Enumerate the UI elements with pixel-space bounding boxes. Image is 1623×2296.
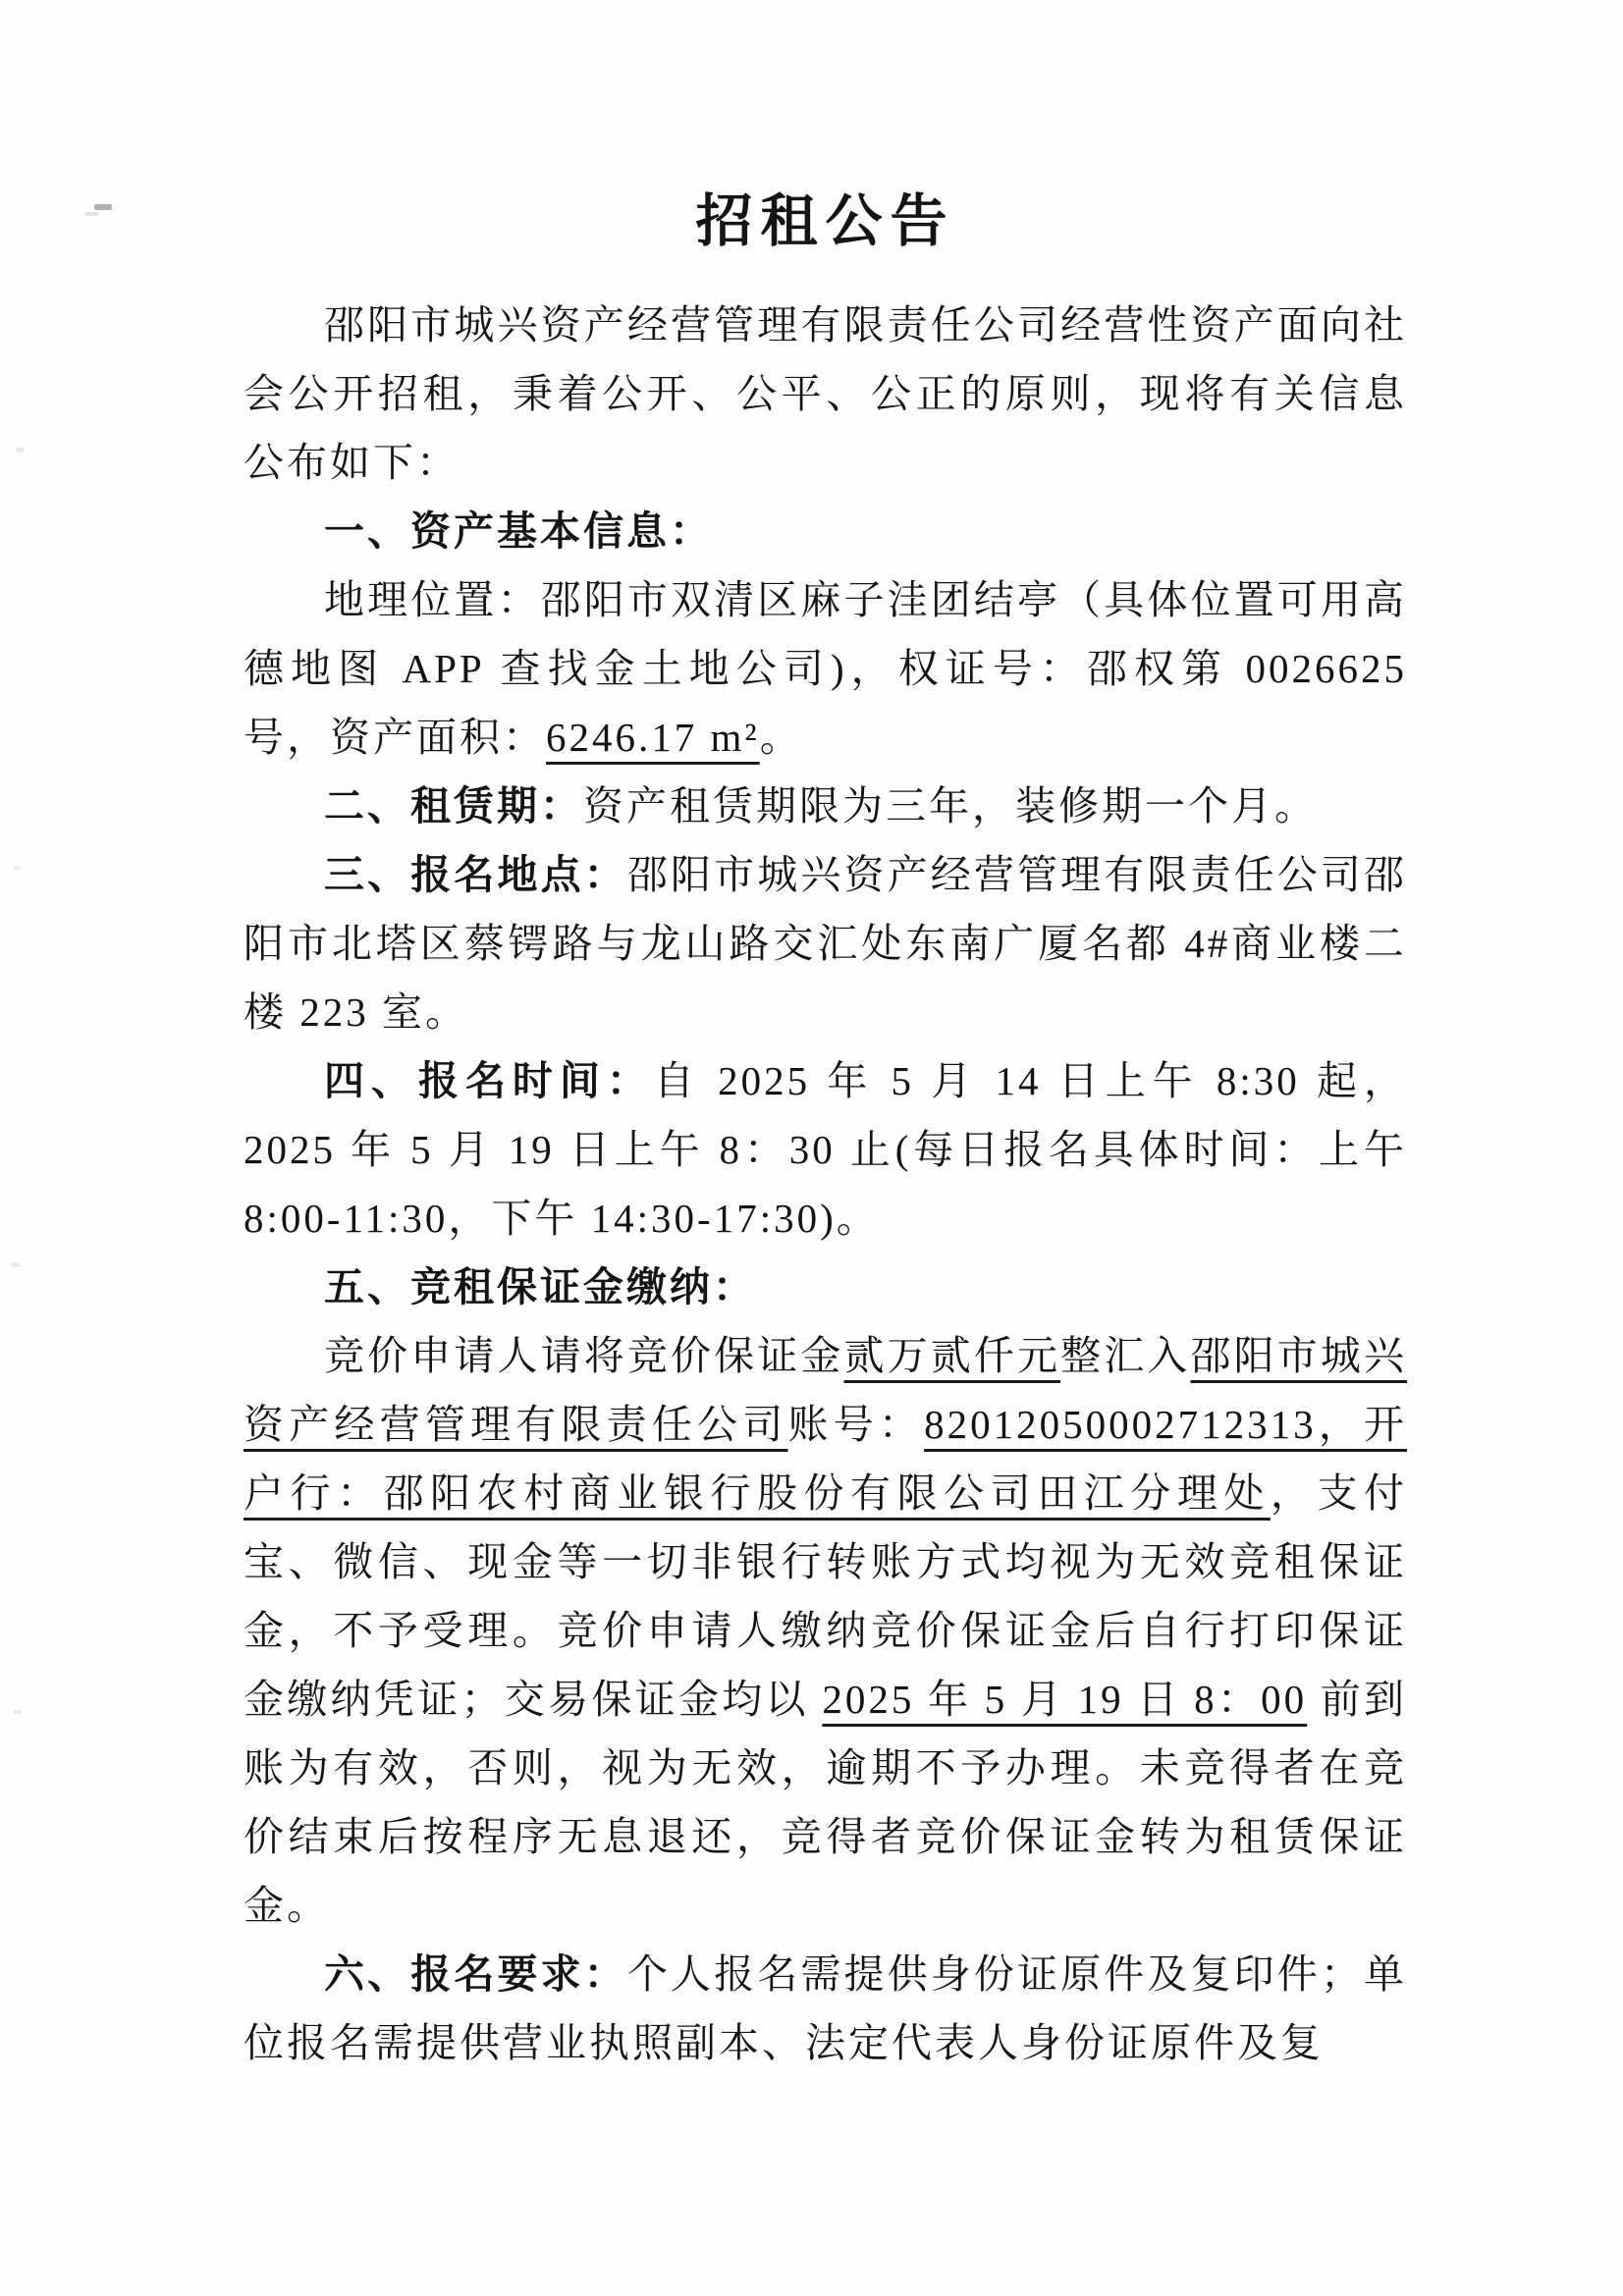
paragraph-registration-location [243,840,1407,1046]
deposit-deadline: 2025 年 5 月 19 日 8：00 [822,1677,1308,1722]
registration-location-text: 邵阳市城兴资产经营管理有限责任公司邵阳市北塔区蔡锷路与龙山路交汇处东南广厦名都 4#商业楼二楼 223 室。 [243,852,1407,1035]
paragraph-registration-time [243,1046,1407,1253]
asset-location-text: 地理位置：邵阳市双清区麻子洼团结亭（具体位置可用高德地图 APP 查找金土地公司)，权证号：邵权第 0026625 号，资产面积： [243,577,1407,760]
asset-location-period: 。 [759,715,803,760]
deposit-account-number: 82012050002712313， [924,1402,1365,1447]
deposit-text-2: 整汇入 [1060,1333,1191,1378]
intro-text: 邵阳市城兴资产经营管理有限责任公司经营性资产面向社会公开招租，秉着公开、公平、公正的原则，现将有关信息公布如下： [243,302,1407,485]
scan-speck [13,866,21,870]
registration-requirements-text: 个人报名需提供身份证原件及复印件；单位报名需提供营业执照副本、法定代表人身份证原件及复 [243,1951,1407,2065]
heading-asset-info-label: 一、资产基本信息： [324,508,713,554]
scan-speck [11,1262,20,1267]
heading-deposit-label: 五、竞租保证金缴纳： [324,1264,756,1309]
paragraph-intro [243,291,1407,497]
heading-deposit [243,1253,1407,1321]
page-title: 招租公告 [695,189,955,253]
deposit-bank-name: 开户行：邵阳农村商业银行股份有限公司田江分理处 [243,1402,1408,1516]
deposit-account-label: 账号： [787,1402,925,1447]
paragraph-deposit-details [243,1321,1407,1940]
deposit-text-4: 前到账为有效，否则，视为无效，逾期不予办理。未竞得者在竞价结束后按程序无息退还，竞得者竞价保证金转为租赁保证金。 [243,1677,1408,1928]
deposit-text-3: ，支付宝、微信、现金等一切非银行转账方式均视为无效竞租保证金，不予受理。竞价申请人缴纳竞价保证金后自行打印保证金缴纳凭证；交易保证金均以 [243,1470,1408,1722]
registration-time-text: 自 2025 年 5 月 14 日上午 8:30 起，2025 年 5 月 19 日上午 8：30 止(每日报名具体时间：上午 8:00-11:30，下午 14:30-17:30)。 [243,1058,1407,1241]
heading-registration-location-label: 三、报名地点： [324,852,627,897]
scan-speck [84,212,98,216]
paragraph-asset-location [243,565,1407,772]
deposit-amount: 贰万贰仟元 [843,1333,1061,1378]
lease-term-text: 资产租赁期限为三年，装修期一个月。 [583,783,1318,828]
paragraph-registration-requirements [243,1940,1407,2077]
heading-registration-time-label: 四、报名时间： [324,1058,654,1103]
scan-speck [14,1710,22,1714]
paragraph-lease-term [243,772,1407,840]
heading-registration-requirements-label: 六、报名要求： [324,1951,627,1997]
document-body [243,291,1407,2077]
asset-area-value: 6246.17 m² [546,715,760,760]
heading-asset-info [243,497,1407,565]
deposit-payee-name: 邵阳市城兴资产经营管理有限责任公司 [243,1333,1407,1447]
scan-speck [16,448,25,453]
deposit-text-1: 竞价申请人请将竞价保证金 [324,1333,844,1378]
scan-speck [94,204,112,210]
heading-lease-term-label: 二、租赁期： [324,783,583,828]
